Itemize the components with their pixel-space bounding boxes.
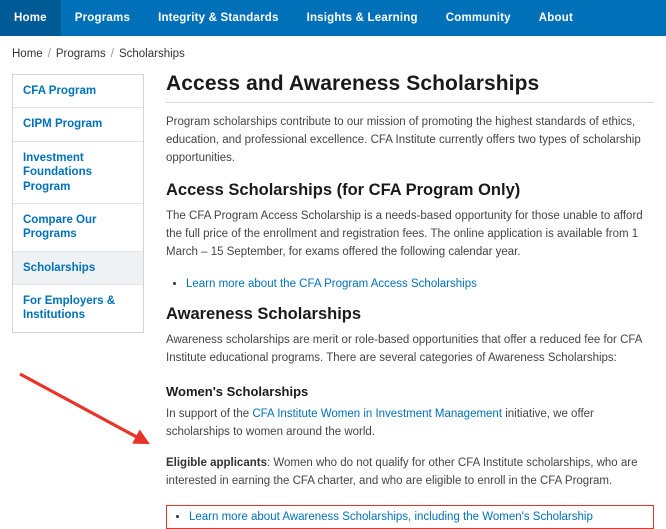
section-heading-awareness-scholarships: Awareness Scholarships — [166, 305, 362, 324]
breadcrumb-item-home[interactable]: Home — [12, 48, 43, 60]
sidebar-navigation — [12, 74, 144, 333]
breadcrumb-item-programs[interactable]: Programs — [55, 48, 106, 60]
top-navigation-bar — [0, 0, 666, 36]
awareness-scholarships-paragraph: Awareness scholarships are merit or role-based opportunities that offer a reduced fee for CFA Institute educational programs. There are several categories of Awareness Scholarships: — [166, 334, 642, 364]
list-item — [186, 276, 654, 293]
list-item — [189, 509, 649, 525]
nav-item-integrity-standards[interactable]: Integrity & Standards — [158, 12, 279, 24]
eligible-applicants-label: Eligible applicants — [166, 457, 267, 470]
highlighted-link-box — [166, 505, 654, 529]
page-layout — [0, 70, 666, 529]
sidebar-item-investment-foundations-program[interactable]: Investment Foundations Program — [13, 142, 143, 204]
nav-item-insights-learning[interactable]: Insights & Learning — [306, 12, 418, 24]
link-learn-more-awareness-scholarships[interactable]: Learn more about Awareness Scholarships, including the Women's Scholarship — [189, 511, 593, 523]
section-heading-access-scholarships: Access Scholarships (for CFA Program Only) — [166, 181, 521, 200]
access-scholarships-paragraph: The CFA Program Access Scholarship is a needs-based opportunity for those unable to afford the full price of the enrollment and registration fees. The online application is available from 1 March – 15 September, for exams offered the following calendar year. — [166, 210, 643, 259]
womens-paragraph-text-after: initiative, we offer scholarships to women around the world. — [166, 407, 594, 438]
eligible-applicants-text: : Women who do not qualify for other CFA Institute scholarships, who are interested in earning the CFA charter, and who are eligible to enroll in the CFA Program. — [166, 457, 638, 488]
sidebar-item-scholarships[interactable]: Scholarships — [13, 252, 143, 285]
nav-item-community[interactable]: Community — [445, 12, 511, 24]
breadcrumb-separator: / — [110, 48, 114, 60]
womens-scholarships-paragraph — [166, 406, 654, 442]
sidebar-item-cfa-program[interactable]: CFA Program — [13, 75, 143, 108]
nav-item-about[interactable]: About — [538, 12, 573, 24]
page-title: Access and Awareness Scholarships — [166, 72, 540, 95]
link-women-in-investment-management[interactable]: CFA Institute Women in Investment Management — [252, 407, 503, 420]
womens-paragraph-text-before: In support of the — [166, 407, 253, 420]
breadcrumb-separator: / — [47, 48, 51, 60]
nav-item-programs[interactable]: Programs — [74, 12, 131, 24]
access-scholarships-link-list — [166, 276, 654, 293]
breadcrumb — [0, 36, 666, 70]
sidebar-item-compare-our-programs[interactable]: Compare Our Programs — [13, 204, 143, 252]
awareness-link-list — [167, 509, 649, 525]
nav-item-home[interactable]: Home — [0, 0, 61, 36]
subsection-heading-womens-scholarships: Women's Scholarships — [166, 383, 309, 399]
sidebar-item-for-employers-institutions[interactable]: For Employers & Institutions — [23, 295, 116, 322]
sidebar-item-cipm-program[interactable]: CIPM Program — [13, 108, 143, 141]
main-content — [144, 70, 654, 529]
title-divider — [166, 102, 654, 103]
intro-paragraph: Program scholarships contribute to our mission of promoting the highest standards of ethics, education, and professional excellence. CFA Institute currently offers two types of scholarship opportunities. — [166, 116, 641, 164]
link-learn-more-access-scholarships[interactable]: Learn more about the CFA Program Access Scholarships — [186, 277, 477, 290]
breadcrumb-item-scholarships[interactable]: Scholarships — [118, 48, 185, 60]
eligible-applicants-paragraph — [166, 455, 654, 491]
